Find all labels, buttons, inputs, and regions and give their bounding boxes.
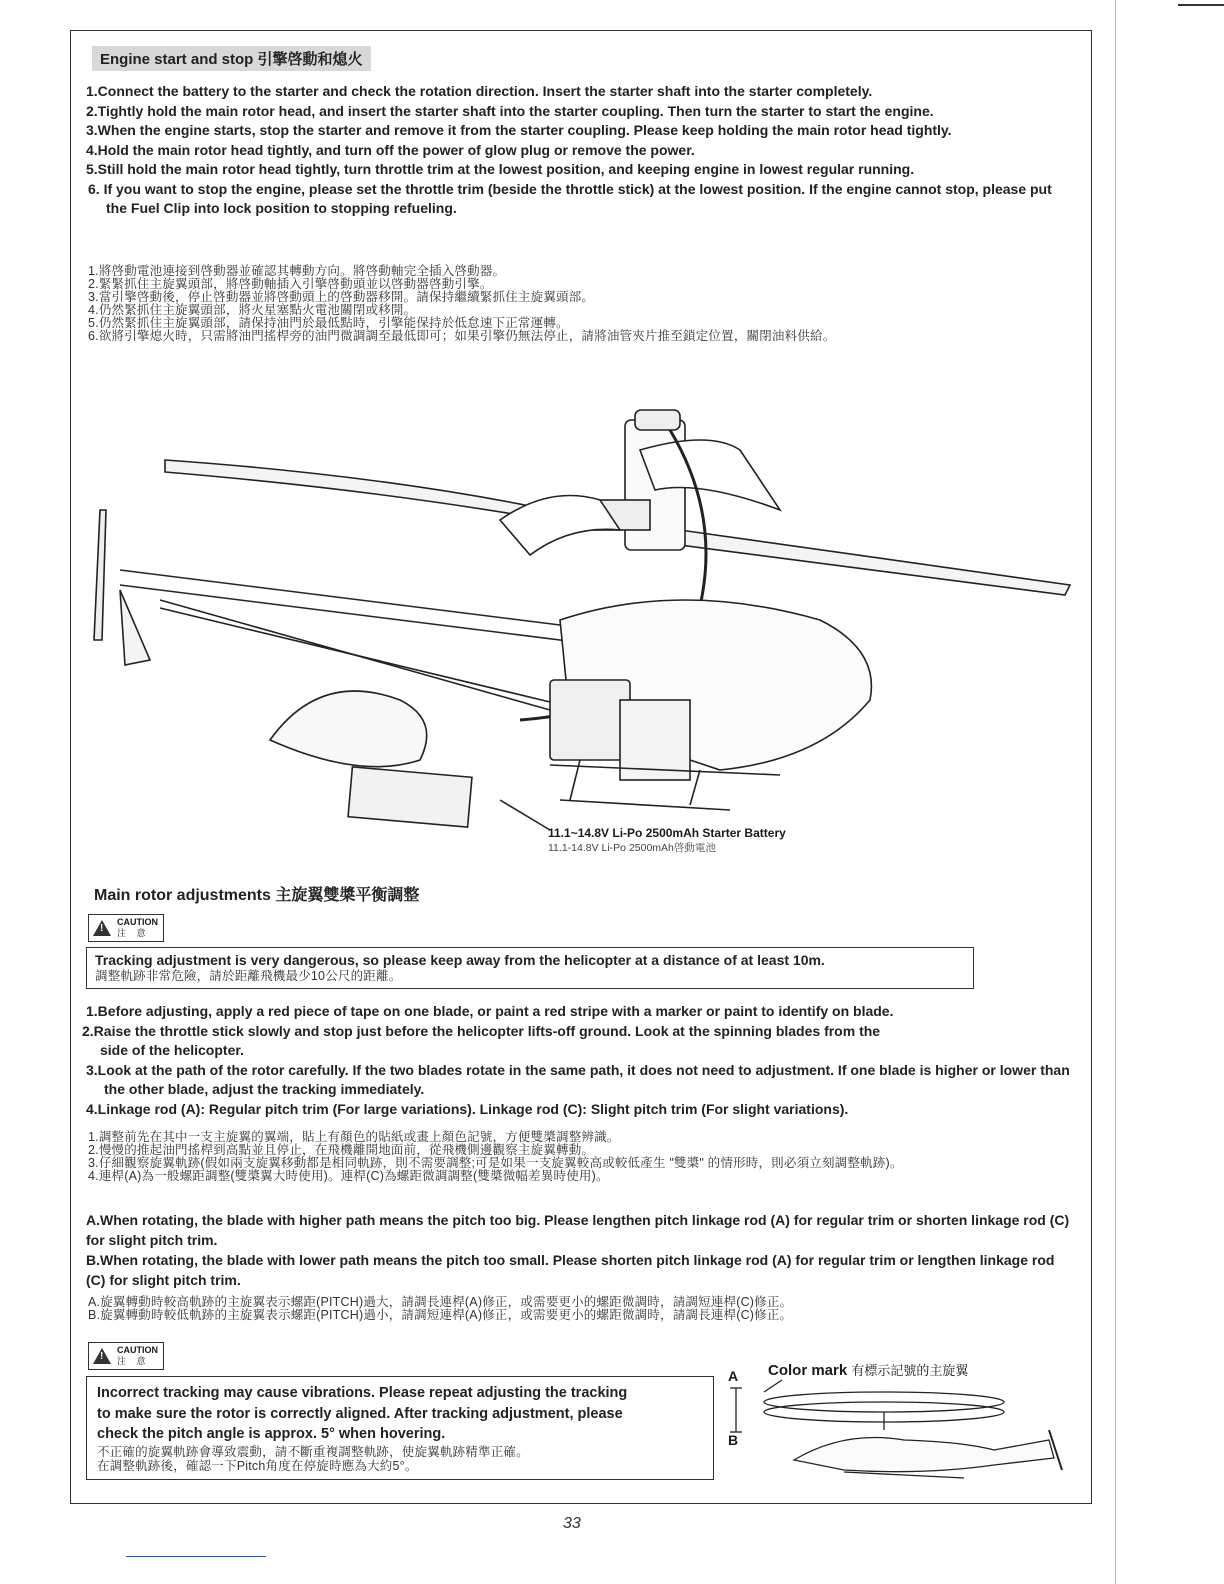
rotor-step-1: 1.Before adjusting, apply a red piece of tape on one blade, or paint a red stripe with a marker or paint to identify on blade. — [86, 1003, 894, 1019]
tracking-vibration-box — [86, 1376, 714, 1480]
engine-step-4: 4.Hold the main rotor head tightly, and turn off the power of glow plug or remove the power. — [86, 141, 695, 158]
rotor-steps-chinese — [88, 1131, 1078, 1183]
rotor-step-zh-2: 2.慢慢的推起油門搖桿到高點並且停止，在飛機離開地面前，從飛機側邊觀察主旋翼轉動。 — [88, 1143, 595, 1157]
final-note-en — [97, 1383, 703, 1445]
tracking-warning-zh: 調整軌跡非常危險，請於距離飛機最少10公尺的距離。 — [95, 969, 402, 983]
final-note-zh-1: 不正確的旋翼軌跡會導致震動，請不斷重複調整軌跡，使旋翼軌跡精準正確。 — [97, 1444, 529, 1459]
engine-step-5: 5.Still hold the main rotor head tightly, turn throttle trim at the lowest position, and keeping engine in lowest regular running. — [86, 161, 915, 177]
footer-rule — [126, 1556, 266, 1557]
engine-step-2: 2.Tightly hold the main rotor head, and insert the starter shaft into the starter coupling. Then turn the starter to start the engine. — [86, 102, 934, 119]
final-note-zh-2: 在調整軌跡後，確認一下Pitch角度在停旋時應為大約5°。 — [97, 1458, 418, 1473]
starter-battery-label-en: 11.1~14.8V Li-Po 2500mAh Starter Battery — [548, 826, 786, 840]
final-note-zh — [97, 1445, 703, 1473]
final-note-en-1: Incorrect tracking may cause vibrations. Please repeat adjusting the tracking — [97, 1385, 628, 1401]
color-mark-label-en: Color mark — [768, 1362, 848, 1379]
engine-step-zh-6: 6.欲將引擎熄火時，只需將油門搖桿旁的油門微調調至最低即可；如果引擎仍無法停止，請將油管夾片推至鎖定位置，關閉油料供給。 — [88, 329, 836, 343]
caution-badge-2 — [88, 1342, 164, 1370]
rotor-steps-english — [82, 1002, 1076, 1119]
engine-step-1: 1.Connect the battery to the starter and check the rotation direction. Insert the starter shaft into the starter completely. — [86, 83, 873, 99]
rotor-step-zh-3: 3.仔細觀察旋翼軌跡(假如兩支旋翼移動都是相同軌跡，則不需要調整;可是如果一支旋翼較高或較低產生 "雙槳" 的情形時，則必須立刻調整軌跡)。 — [88, 1156, 903, 1170]
engine-steps-english — [86, 82, 1076, 219]
engine-steps-chinese — [88, 265, 1078, 343]
pitch-adjust-a-en: A.When rotating, the blade with higher path means the pitch too big. Please lengthen pitch linkage rod (A) for regular trim or shorten linkage rod (C) for slight pitch trim. — [86, 1212, 1070, 1248]
rotor-step-4: 4.Linkage rod (A): Regular pitch trim (For large variations). Linkage rod (C): Slight pitch trim (For slight variations). — [86, 1100, 849, 1117]
section-title-main-rotor-adjustments: Main rotor adjustments 主旋翼雙槳平衡調整 — [94, 887, 420, 904]
warning-triangle-icon — [93, 920, 111, 936]
caution-label-2: CAUTION — [117, 1345, 158, 1355]
color-mark-label-zh: 有標示記號的主旋翼 — [851, 1363, 969, 1378]
pitch-adjust-chinese — [88, 1296, 1078, 1322]
warning-triangle-icon-2 — [93, 1348, 111, 1364]
helicopter-starter-illustration — [80, 380, 1090, 850]
tracking-warning-box — [86, 947, 974, 989]
section-title-engine-start-stop: Engine start and stop 引擎啓動和熄火 — [92, 46, 371, 71]
caution-badge — [88, 914, 164, 942]
rotor-step-zh-4: 4.連桿(A)為一般螺距調整(雙槳翼大時使用)。連桿(C)為螺距微調調整(雙槳微幅差異時使用)。 — [88, 1169, 609, 1183]
engine-step-zh-1: 1.將啓動電池連接到啓動器並確認其轉動方向。將啓動軸完全插入啓動器。 — [88, 264, 506, 278]
final-note-en-3: check the pitch angle is approx. 5° when hovering. — [97, 1426, 446, 1442]
pitch-adjust-a-zh: A.旋翼轉動時較高軌跡的主旋翼表示螺距(PITCH)過大，請調長連桿(A)修正，或需要更小的螺距微調時，請調短連桿(C)修正。 — [88, 1295, 793, 1309]
rotor-step-3: 3.Look at the path of the rotor carefully. If the two blades rotate in the same path, it does not need to adjustment. If one blade is higher or lower than the other blade, adjust the tracking immediately. — [86, 1061, 1070, 1097]
starter-battery-label-zh: 11.1-14.8V Li-Po 2500mAh啓動電池 — [548, 842, 716, 854]
engine-step-zh-3: 3.當引擎啓動後，停止啓動器並將啓動頭上的啓動器移開。請保持繼續緊抓住主旋翼頭部。 — [88, 290, 595, 304]
starter-battery-label — [548, 826, 786, 855]
rotor-step-zh-1: 1.調整前先在其中一支主旋翼的翼端，貼上有顏色的貼紙或畫上顏色記號，方便雙槳調整辨識。 — [88, 1130, 620, 1144]
engine-step-3: 3.When the engine starts, stop the starter and remove it from the starter coupling. Please keep holding the main rotor head tightly. — [86, 122, 952, 138]
pitch-adjust-b-zh: B.旋翼轉動時較低軌跡的主旋翼表示螺距(PITCH)過小，請調短連桿(A)修正，或需要更小的螺距微調時，請調長連桿(C)修正。 — [88, 1308, 793, 1322]
path-mark-a: A — [728, 1368, 739, 1384]
caution-label-zh-2: 注 意 — [117, 1356, 150, 1366]
rotor-step-2: 2.Raise the throttle stick slowly and stop just before the helicopter lifts-off ground. Look at the spinning blades from the side of the helicopter. — [82, 1022, 881, 1058]
engine-step-zh-4: 4.仍然緊抓住主旋翼頭部，將火星塞點火電池關閉或移開。 — [88, 303, 417, 317]
pitch-adjust-b-en: B.When rotating, the blade with lower path means the pitch too small. Please shorten pitch linkage rod (A) for regular trim or lengthen linkage rod (C) for slight pitch trim. — [86, 1252, 1055, 1288]
caution-label-zh: 注 意 — [117, 928, 150, 938]
final-note-en-2: to make sure the rotor is correctly aligned. After tracking adjustment, please — [97, 1405, 623, 1422]
pitch-adjust-english — [86, 1210, 1076, 1290]
page-number: 33 — [563, 1515, 581, 1532]
engine-step-zh-2: 2.緊緊抓住主旋翼頭部，將啓動軸插入引擎啓動頭並以啓動器啓動引擎。 — [88, 277, 493, 291]
engine-step-6: 6. If you want to stop the engine, please set the throttle trim (beside the throttle stick) at the lowest position. If the engine cannot stop, please put the Fuel Clip into lock position to stopping refueling. — [88, 180, 1052, 216]
tracking-diagram — [724, 1370, 1084, 1490]
path-mark-b: B — [728, 1432, 739, 1448]
scan-edge-mark — [1178, 4, 1224, 6]
caution-label: CAUTION — [117, 917, 158, 927]
scan-edge-line — [1115, 0, 1116, 1584]
tracking-warning-en: Tracking adjustment is very dangerous, so please keep away from the helicopter at a distance of at least 10m. — [95, 952, 825, 968]
engine-step-zh-5: 5.仍然緊抓住主旋翼頭部，請保持油門於最低點時，引擎能保持於低怠速下正常運轉。 — [88, 316, 569, 330]
